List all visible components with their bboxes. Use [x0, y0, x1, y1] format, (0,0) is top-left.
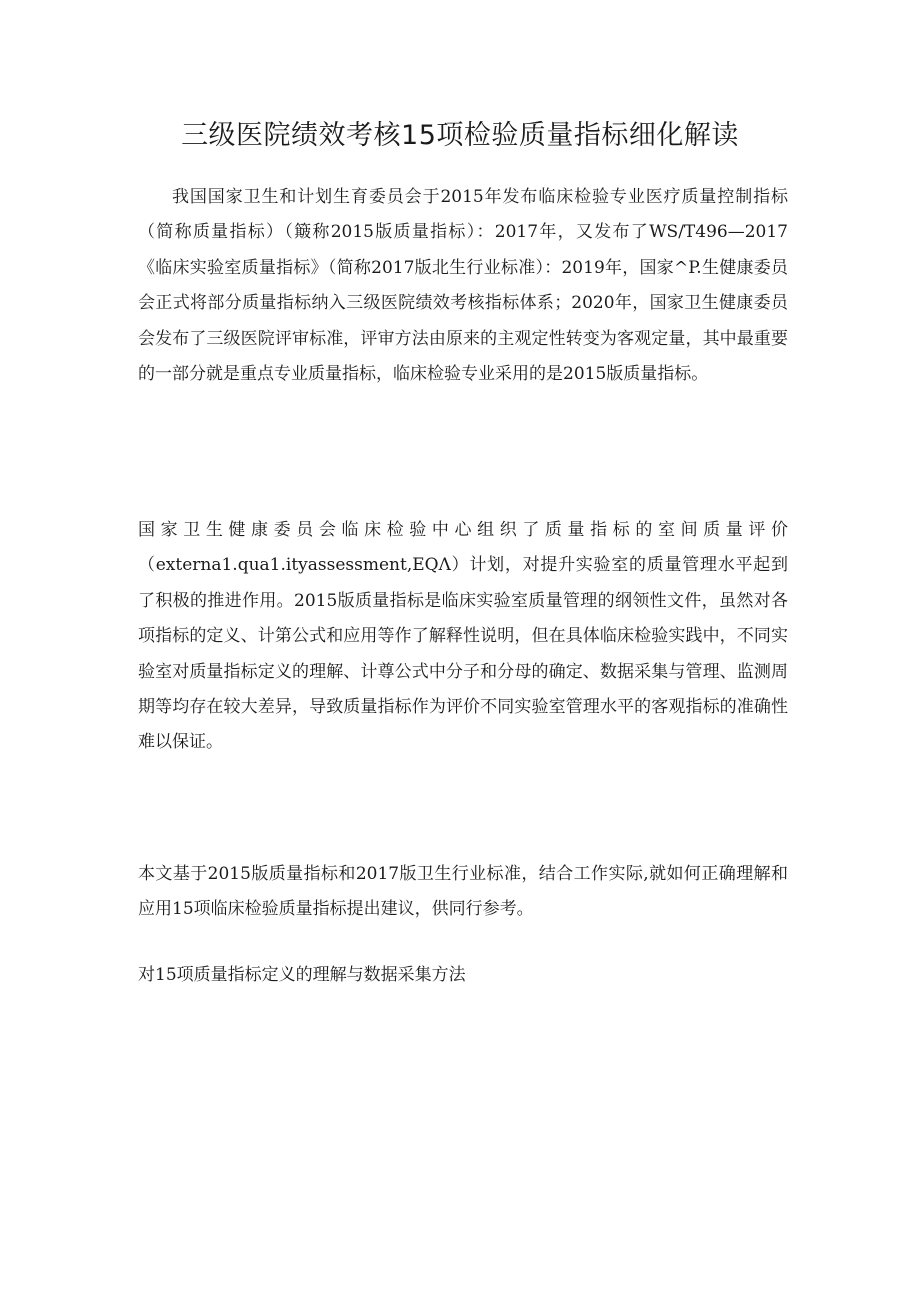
paragraph-eqa — [138, 513, 788, 761]
section-heading-text: 对15项质量指标定义的理解与数据采集方法 — [138, 965, 466, 985]
paragraph-text: 国家卫生健康委员会临床检验中心组织了质量指标的室间质量评价（externa1.qua1.ityassessment,EQΛ）计划，对提升实验室的质量管理水平起到了积极的推进作用。2015版质量指标是临床实验室质量管理的纲领性文件，虽然对各项指标的定义、计第公式和应用等作了解释性说明，但在具体临床检验实践中，不同实验室对质量指标定义的理解、计尊公式中分子和分母的确定、数据采集与管理、监测周期等均存在较大差异，导致质量指标作为评价不同实验室管理水平的客观指标的准确性难以保证。 — [138, 520, 788, 753]
document-title: 三级医院绩效考核15项检验质量指标细化解读 — [181, 120, 739, 151]
paragraph-text: 本文基于2015版质量指标和2017版卫生行业标准，结合工作实际,就如何正确理解和应用15项临床检验质量指标提出建议，供同行参考。 — [138, 864, 788, 920]
paragraph-text: 我国国家卫生和计划生育委员会于2015年发布临床检验专业医疗质量控制指标（简称质量指标）（簸称2015版质量指标）：2017年，又发布了WS/T496—2017《临床实验室质量指标》（简称2017版北生行业标准）：2019年，国家^P.生健康委员会正式将部分质量指标纳入三级医院绩效考核指标体系；2020年，国家卫生健康委员会发布了三级医院评审标准，评审方法由原来的主观定性转变为客观定量，其中最重要的一部分就是重点专业质量指标，临床检验专业采用的是2015版质量指标。 — [138, 187, 788, 385]
paragraph-purpose — [138, 857, 788, 928]
paragraph-intro — [138, 180, 788, 392]
section-heading — [138, 958, 788, 993]
